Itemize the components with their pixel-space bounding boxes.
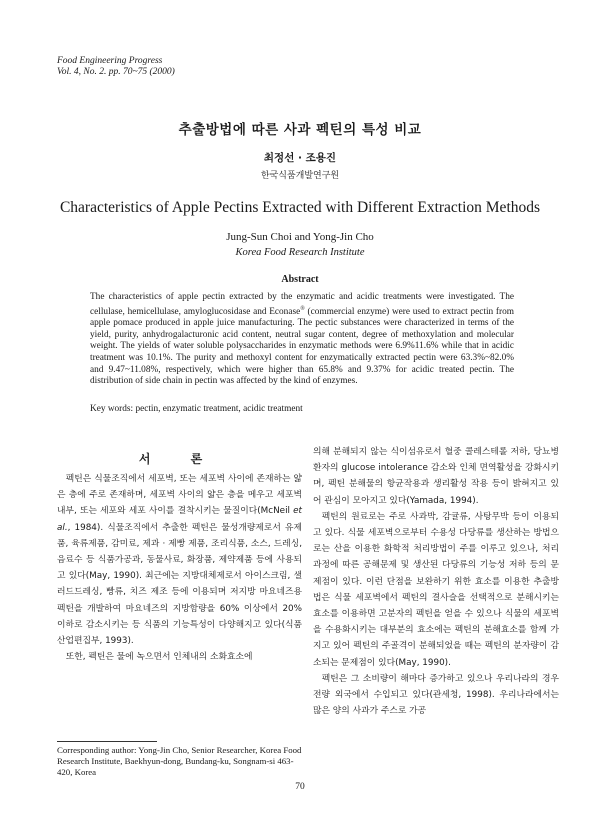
english-title: Characteristics of Apple Pectins Extracted with Different Extraction Methods	[59, 199, 541, 216]
right-paragraph-3: 펙틴은 그 소비량이 해마다 증가하고 있으나 우리나라의 경우 전량 외국에서 수입되고 있다(관세청, 1998). 우리나라에서는 많은 양의 사과가 주스로 가공	[313, 673, 559, 717]
section-heading-introduction: 서 론	[138, 452, 221, 466]
intro-p1-text-b: , 1984). 식물조직에서 추출한 펙틴은 물성개량제로서 유제품, 육류제품, 감미료, 제과 · 제빵 제품, 조리식품, 소스, 드레싱, 음료수 등 식품가공과, 동물사료, 화장품, 제약제품 등에 사용되고 있다(May, 1990). 최근에는 지방대체제로서 아이스크림, 샐러드드레싱, 빵류, 치즈 제조 등에 이용되며 저지방 마요네즈용 펙틴을 개발하여 마요네즈의 지방함량을 60% 이상에서 20% 이하로 감소시키는 등 식품의 기능특성이 다양해지고 있다(식품산업편집부, 1993).	[57, 522, 302, 647]
page-number: 70	[295, 782, 305, 792]
journal-citation	[57, 56, 175, 78]
et-al: et al.	[57, 506, 302, 533]
right-column	[313, 444, 559, 719]
intro-paragraph-2: 또한, 펙틴은 물에 녹으면서 인체내의 소화효소에	[65, 652, 253, 663]
abstract-heading: Abstract	[281, 274, 319, 285]
korean-authors: 최정선 · 조용진	[263, 152, 337, 164]
registered-mark: ®	[300, 305, 305, 312]
intro-paragraph-1	[57, 471, 302, 649]
abstract-text-b: (commercial enzyme) were used to extract pectin from apple pomace produced in apple juice manufacturing. The pectic substances were characterized in terms of the yield, purity, anhydrogalacturonic acid content, neutral sugar content, degree of methoxylation and molecular weight. The yields of water soluble polysaccharides in enzymatic methods were 6.9%11.6% while that in acidic treatment was 10.1%. The purity and methoxyl content for enzymatically extracted pectin were 63.3%~82.0% and 9.47~11.08%, respectively, which were higher than 65.8% and 9.37% for acidic treated pectin. The distribution of side chain in pectin was affected by the kind of enzymes.	[90, 306, 515, 387]
english-authors: Jung-Sun Choi and Yong-Jin Cho	[226, 231, 374, 243]
left-column	[57, 471, 302, 665]
korean-affiliation: 한국식품개발연구원	[260, 171, 340, 181]
keywords: Key words: pectin, enzymatic treatment, acidic treatment	[90, 404, 303, 414]
abstract-body	[90, 292, 514, 388]
right-paragraph-2: 펙틴의 원료로는 주로 사과박, 감귤류, 사탕무박 등이 이용되고 있다. 식물 세포벽으로부터 수용성 다당류를 생산하는 방법으로는 산을 이용한 화학적 처리방법이 주를 이루고 있으나, 처리과정에 따른 공해문제 및 생산된 다당류의 기능성 저하 등의 문제점이 있다. 이런 단점을 보완하기 위한 효소를 이용한 추출방법은 식물 세포벽에서 펙틴의 결사슬을 선택적으로 분해시키는 효소를 이용하면 고분자의 펙틴을 얻을 수 있으나 식물의 세포벽을 수용화시키는 대부분의 효소에는 펙틴의 분해효소를 함께 가지고 있어 펙틴의 주골격이 분해되었을 때는 펙틴의 분자량이 감소되는 문제점이 있다(May, 1990).	[313, 511, 559, 668]
right-paragraph-1: 의해 분해되지 않는 식이섬유로서 혈중 콜레스테롤 저하, 당뇨병 환자의 glucose intolerance 감소와 인체 면역활성을 강화시키며, 펙틴 분해물의 항균작용과 생리활성 작용 등이 밝혀지고 있어 관심이 모아지고 있다(Yamada, 1994).	[313, 447, 559, 506]
footnote-divider	[57, 741, 157, 742]
corresponding-author-footnote: Corresponding author: Yong-Jin Cho, Senior Researcher, Korea Food Research Institute, Baekhyun-dong, Bundang-ku, Songnam-si 463-420, Korea	[57, 745, 302, 777]
journal-name: Food Engineering Progress	[57, 56, 163, 66]
abstract-text-a: The characteristics of apple pectin extracted by the enzymatic and acidic treatments were investigated. The cellulase, hemicellulase, amyloglucosidase and Econase	[90, 292, 514, 317]
intro-p1-text-a: 펙틴은 식물조직에서 세포벽, 또는 세포벽 사이에 존재하는 얇은 층에 주로 존재하며, 세포벽 사이의 얇은 층을 메우고 세포벽 내부, 또는 세포와 세포 사이를 결착시키는 물질이다(McNeil	[57, 474, 302, 517]
journal-volume: Vol. 4, No. 2. pp. 70~75 (2000)	[57, 67, 175, 77]
english-affiliation: Korea Food Research Institute	[235, 247, 365, 258]
korean-title: 추출방법에 따른 사과 펙틴의 특성 비교	[178, 122, 422, 138]
